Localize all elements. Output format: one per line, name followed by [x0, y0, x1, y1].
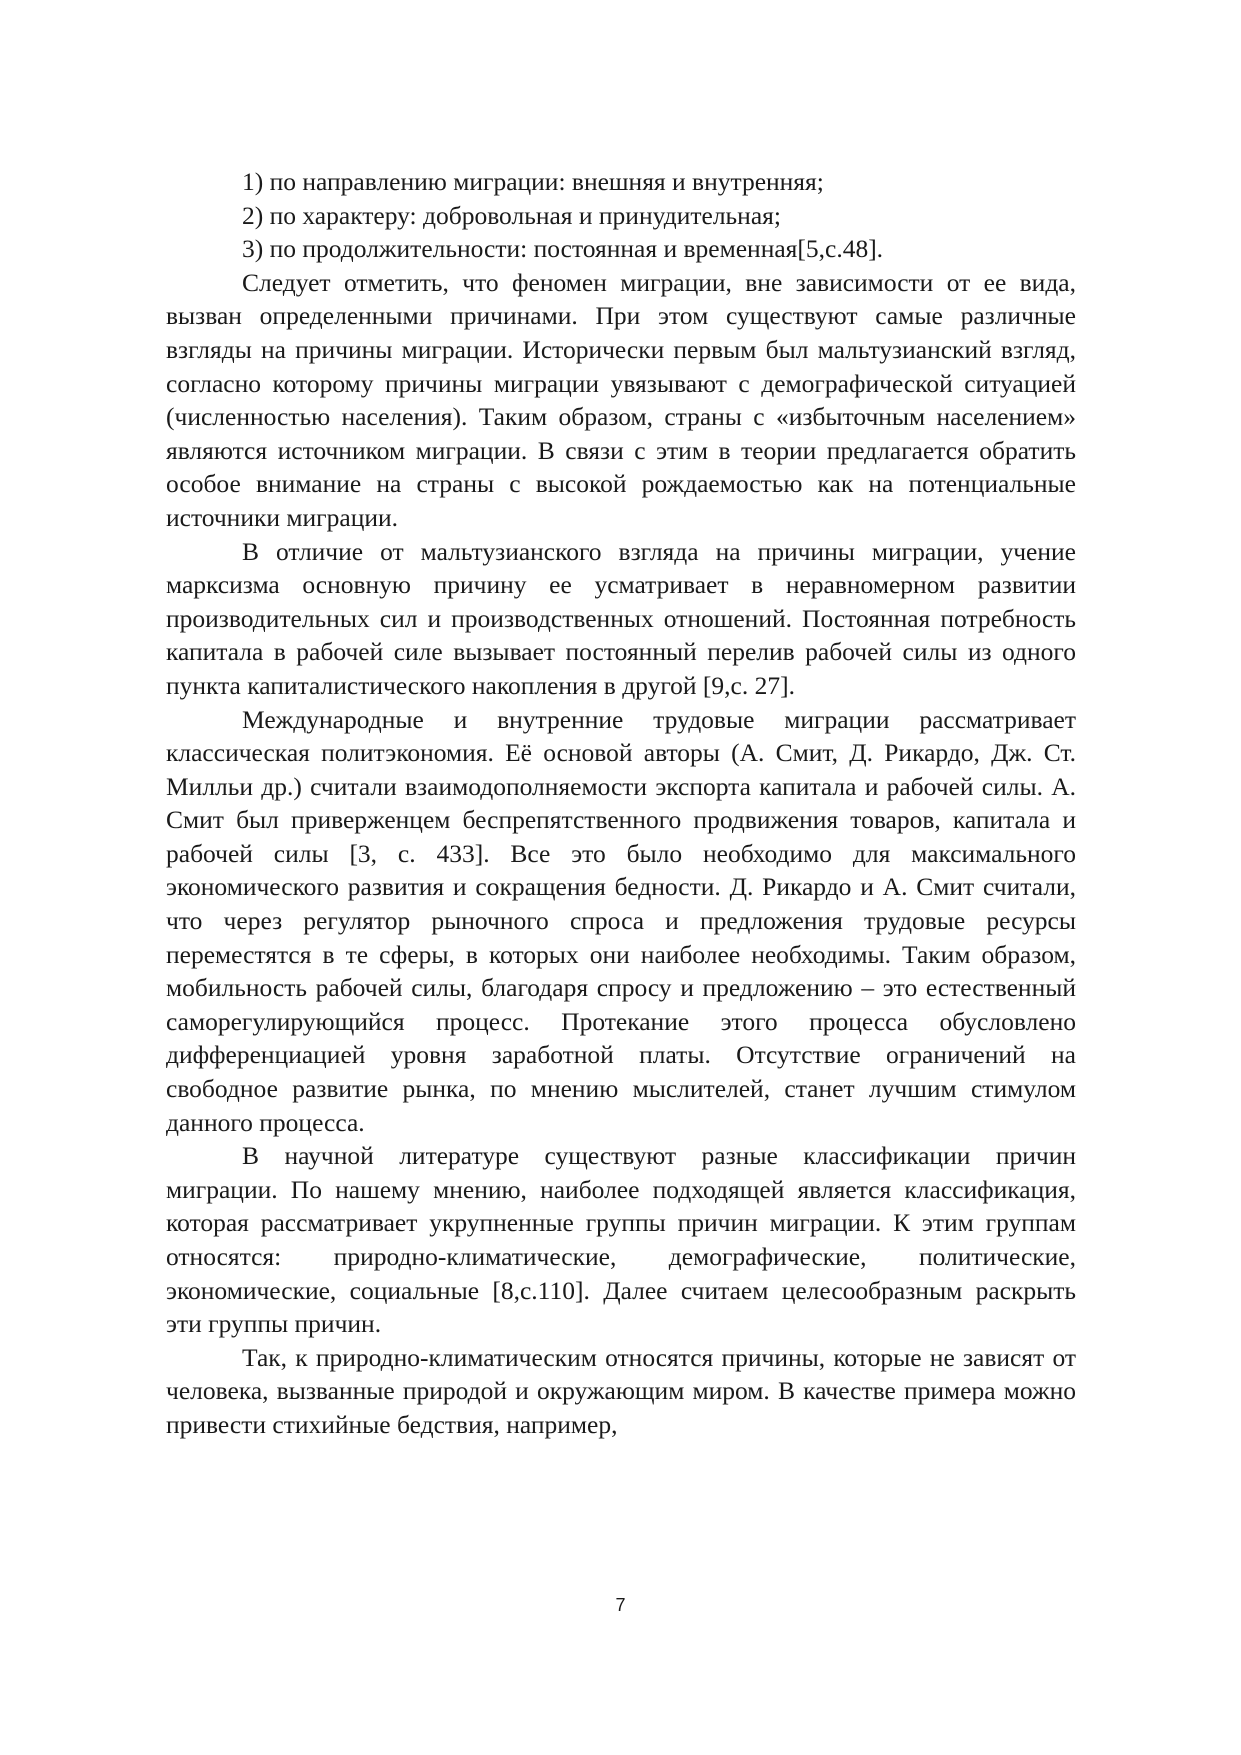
list-item: 3) по продолжительности: постоянная и временная[5,с.48].: [242, 234, 884, 264]
paragraph: В отличие от мальтузианского взгляда на причины миграции, учение марксизма основную причину ее усматривает в неравномерном развитии производительных сил и производственных отношений. Постоянная потребность капитала в рабочей силе вызывает постоянный перелив рабочей силы из одного пункта капиталистического накопления в другой [9,с. 27].: [166, 536, 1076, 700]
list-item: 1) по направлению миграции: внешняя и внутренняя;: [242, 167, 824, 196]
page-number: 7: [615, 1595, 626, 1615]
list-item: 2) по характеру: добровольная и принудительная;: [242, 200, 781, 230]
paragraph: Следует отметить, что феномен миграции, вне зависимости от ее вида, вызван определенными причинами. При этом существуют самые различные взгляды на причины миграции. Исторически первым был мальтузианский взгляд, согласно которому причины миграции увязывают с демографической ситуацией (численностью населения). Таким образом, страны с «избыточным населением» являются источником миграции. В связи с этим в теории предлагается обратить особое внимание на страны с высокой рождаемостью как на потенциальные источники миграции.: [166, 267, 1076, 532]
document-body: [166, 165, 1076, 1442]
paragraph: Международные и внутренние трудовые миграции рассматривает классическая политэкономия. Её основой авторы (А. Смит, Д. Рикардо, Дж. Ст. Милльи др.) считали взаимодополняемости экспорта капитала и рабочей силы. А. Смит был приверженцем беспрепятственного продвижения товаров, капитала и рабочей силы [3, с. 433]. Все это было необходимо для максимального экономического развития и сокращения бедности. Д. Рикардо и А. Смит считали, что через регулятор рыночного спроса и предложения трудовые ресурсы переместятся в те сферы, в которых они наиболее необходимы. Таким образом, мобильность рабочей силы, благодаря спросу и предложению – это естественный саморегулирующийся процесс. Протекание этого процесса обусловлено дифференциацией уровня заработной платы. Отсутствие ограничений на свободное развитие рынка, по мнению мыслителей, станет лучшим стимулом данного процесса.: [166, 704, 1076, 1137]
paragraph: Так, к природно-климатическим относятся причины, которые не зависят от человека, вызванные природой и окружающим миром. В качестве примера можно привести стихийные бедствия, например,: [166, 1342, 1076, 1439]
paragraph: В научной литературе существуют разные классификации причин миграции. По нашему мнению, наиболее подходящей является классификация, которая рассматривает укрупненные группы причин миграции. К этим группам относятся: природно-климатические, демографические, политические, экономические, социальные [8,с.110]. Далее считаем целесообразным раскрыть эти группы причин.: [166, 1141, 1076, 1339]
